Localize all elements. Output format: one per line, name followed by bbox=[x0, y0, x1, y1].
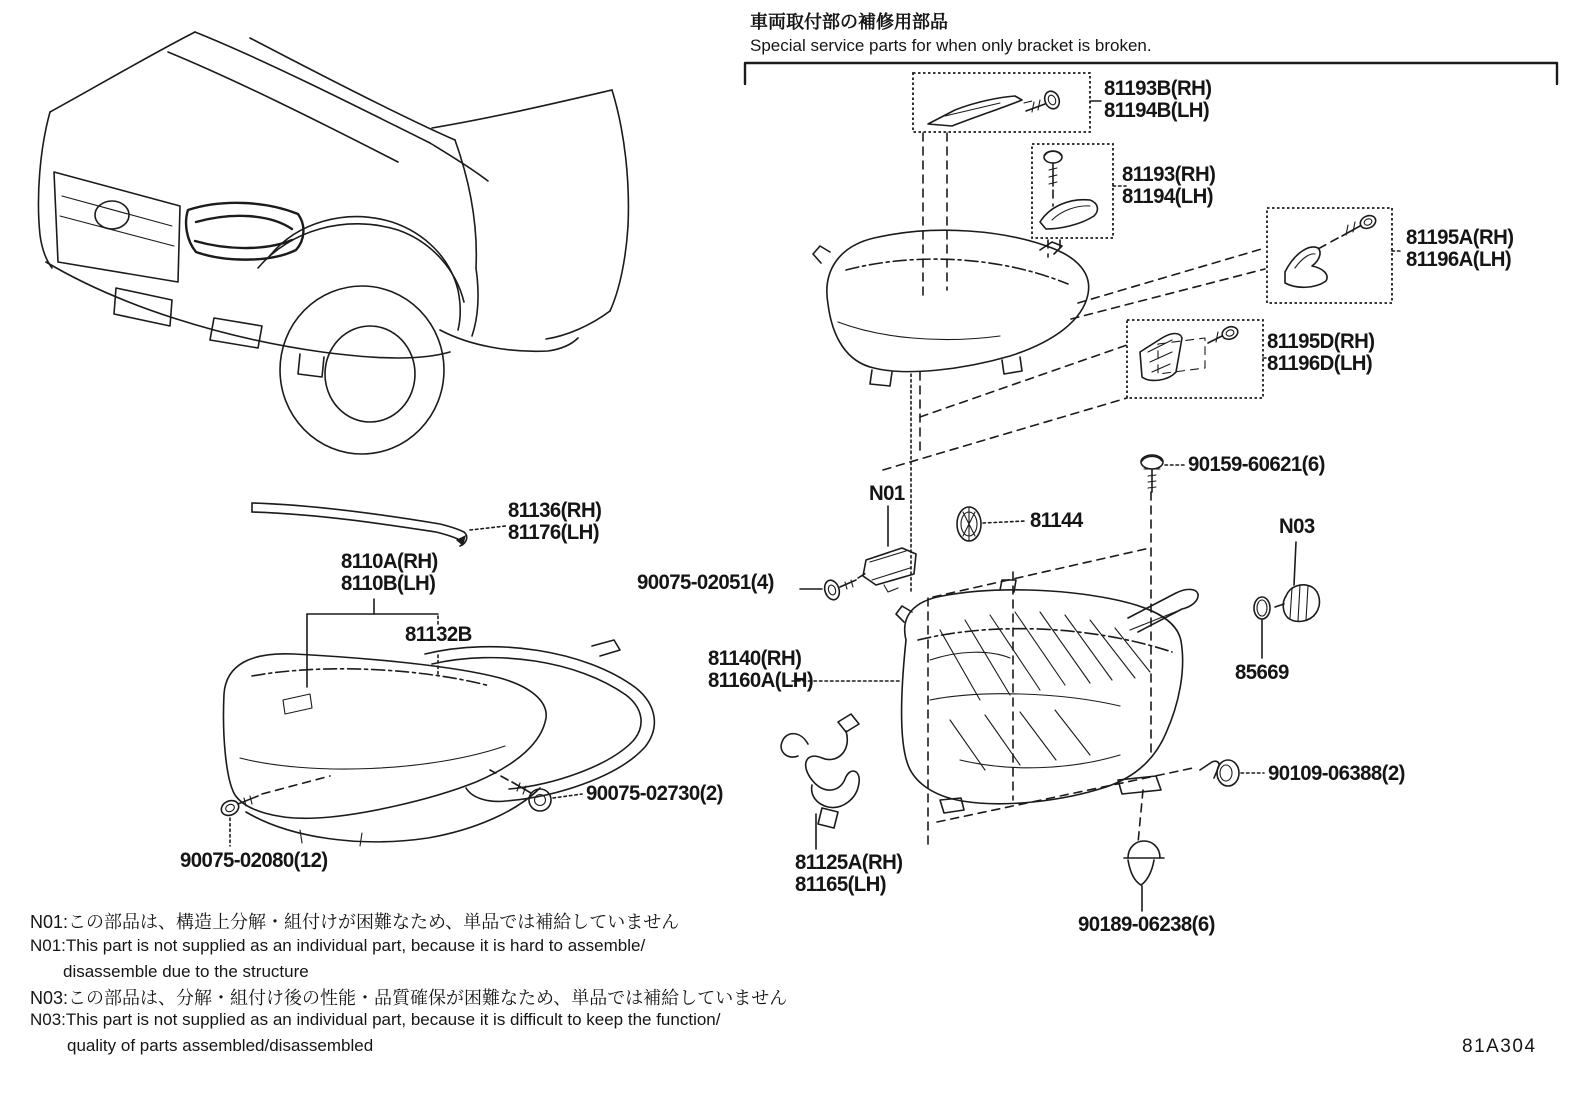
section-subtitle-en: Special service parts for when only bracket is broken. bbox=[750, 36, 1152, 55]
part-label-90075-02051: 90075-02051(4) bbox=[637, 571, 774, 594]
note-n01-en: N01:This part is not supplied as an individual part, because it is hard to assemble/ bbox=[30, 936, 646, 955]
service-part-box-81193 bbox=[1032, 144, 1126, 238]
screw-icon bbox=[1044, 151, 1062, 186]
figure-code: 81A304 bbox=[1462, 1036, 1537, 1057]
part-label-90159: 90159-60621(6) bbox=[1188, 453, 1325, 476]
vehicle-sketch bbox=[38, 32, 628, 454]
socket-n03-drawing bbox=[1275, 542, 1319, 621]
ring-85669-icon bbox=[1254, 597, 1270, 658]
part-label-n03: N03 bbox=[1279, 515, 1315, 538]
part-label-81195a: 81195A(RH) 81196A(LH) bbox=[1406, 226, 1514, 271]
molding-strip-drawing bbox=[252, 503, 506, 546]
note-n03-en: N03:This part is not supplied as an individual part, because it is difficult to keep the function/ bbox=[30, 1010, 721, 1029]
service-part-box-81193B bbox=[913, 73, 1101, 132]
screw-icon bbox=[1208, 325, 1240, 343]
part-label-81136: 81136(RH) 81176(LH) bbox=[508, 499, 602, 544]
service-part-box-81195D bbox=[1127, 320, 1266, 398]
part-label-n01: N01 bbox=[869, 482, 905, 505]
part-label-8110a: 8110A(RH) 8110B(LH) bbox=[341, 550, 438, 595]
service-part-box-81195A bbox=[1267, 208, 1403, 303]
note-n03-ja: N03:この部品は、分解・組付け後の性能・品質確保が困難なため、単品では補給していません bbox=[30, 988, 788, 1008]
part-label-81195d: 81195D(RH) 81196D(LH) bbox=[1267, 330, 1375, 375]
part-label-81125a: 81125A(RH) 81165(LH) bbox=[795, 851, 903, 896]
part-label-81193: 81193(RH) 81194(LH) bbox=[1122, 163, 1216, 208]
part-label-90075-02730: 90075-02730(2) bbox=[586, 782, 723, 805]
part-label-90189: 90189-06238(6) bbox=[1078, 913, 1215, 936]
part-label-81193b: 81193B(RH) 81194B(LH) bbox=[1104, 77, 1212, 122]
screw-icon bbox=[1342, 213, 1378, 236]
note-n01-en-cont: disassemble due to the structure bbox=[63, 962, 309, 981]
part-label-81140: 81140(RH) 81160A(LH) bbox=[708, 647, 814, 692]
note-n03-en-cont: quality of parts assembled/disassembled bbox=[67, 1036, 374, 1055]
cap-81144-icon bbox=[957, 507, 1026, 541]
part-label-81132b: 81132B bbox=[405, 623, 472, 646]
screw-90075-02051-icon bbox=[800, 573, 866, 602]
part-label-90075-02080: 90075-02080(12) bbox=[180, 849, 328, 872]
part-label-81144: 81144 bbox=[1030, 509, 1083, 532]
harness-81125A-drawing bbox=[781, 714, 859, 849]
part-label-85669: 85669 bbox=[1235, 661, 1289, 684]
grommet-90189-icon bbox=[1124, 841, 1164, 911]
main-lamp-dash-frame bbox=[928, 492, 1193, 850]
bolt-90159-icon bbox=[1141, 455, 1184, 492]
note-n01-ja: N01:この部品は、構造上分解・組付けが困難なため、単品では補給していません bbox=[30, 912, 680, 932]
section-title-ja: 車両取付部の補修用部品 bbox=[750, 12, 948, 32]
part-label-90109: 90109-06388(2) bbox=[1268, 762, 1405, 785]
n01-unit-drawing bbox=[863, 506, 916, 592]
clip-90109-icon bbox=[1200, 760, 1264, 786]
headlamp-unit-main-drawing bbox=[792, 580, 1198, 813]
screw-icon bbox=[1026, 89, 1062, 112]
